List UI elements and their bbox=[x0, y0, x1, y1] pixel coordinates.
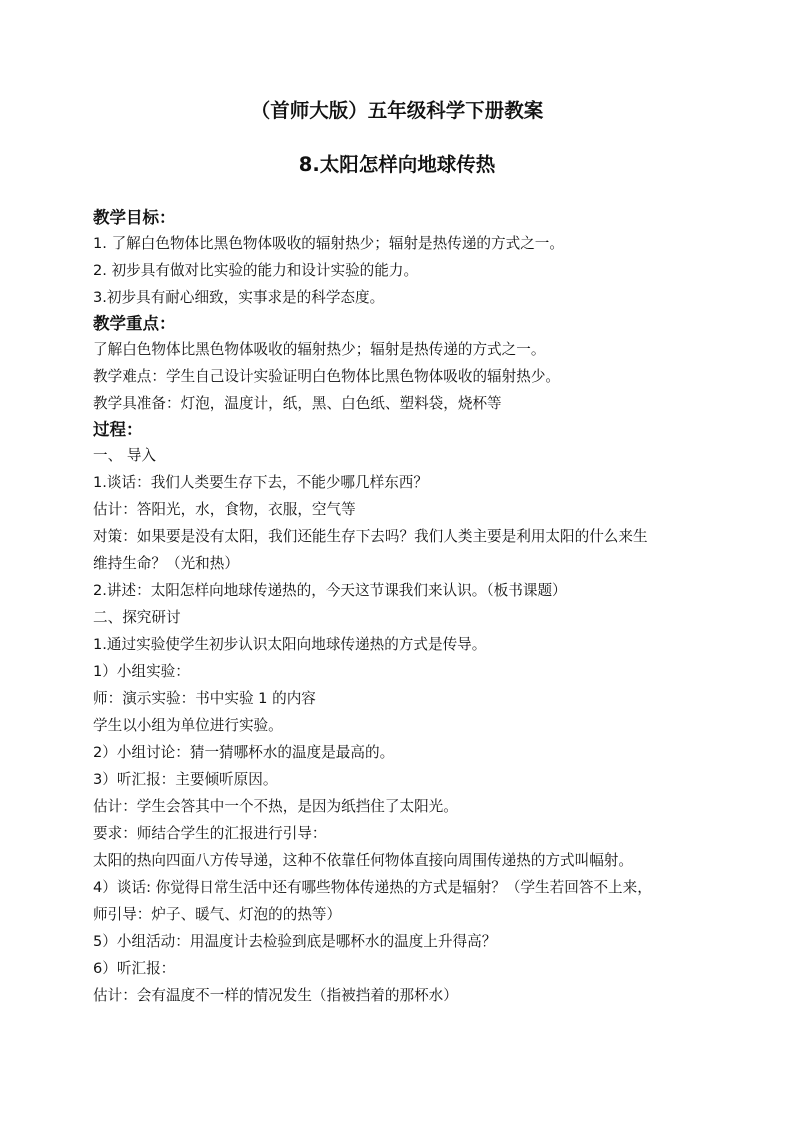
process-line: 1）小组实验： bbox=[93, 663, 190, 680]
process-line: 3）听汇报：主要倾听原因。 bbox=[93, 771, 278, 788]
goal-2: 2. 初步具有做对比实验的能力和设计实验的能力。 bbox=[93, 262, 419, 279]
process-line: 太阳的热向四面八方传导递，这种不依靠任何物体直接向周围传递热的方式叫幅射。 bbox=[93, 852, 633, 869]
process-line: 1.谈话：我们人类要生存下去，不能少哪几样东西？ bbox=[93, 474, 428, 491]
process-line: 5）小组活动：用温度计去检验到底是哪杯水的温度上升得高？ bbox=[93, 933, 497, 950]
process-line: 4）谈话: 你觉得日常生活中还有哪些物体传递热的方式是辐射？（学生若回答不上来， bbox=[93, 879, 652, 896]
difficulty-line: 教学难点：学生自己设计实验证明白色物体比黑色物体吸收的辐射热少。 bbox=[93, 368, 561, 385]
process-line: 2.讲述：太阳怎样向地球传递热的，今天这节课我们来认识。（板书课题） bbox=[93, 582, 567, 599]
process-line: 一、 导入 bbox=[93, 447, 157, 464]
key-point-1: 了解白色物体比黑色物体吸收的辐射热少；辐射是热传递的方式之一。 bbox=[93, 341, 546, 358]
goals-heading: 教学目标： bbox=[93, 208, 176, 227]
key-points-heading: 教学重点： bbox=[93, 314, 176, 333]
process-line: 要求：师结合学生的汇报进行引导： bbox=[93, 825, 327, 842]
process-line: 维持生命？（光和热） bbox=[93, 555, 239, 572]
process-line: 师：演示实验：书中实验 1 的内容 bbox=[93, 690, 316, 707]
process-line: 6）听汇报： bbox=[93, 960, 176, 977]
goal-1: 1. 了解白色物体比黑色物体吸收的辐射热少；辐射是热传递的方式之一。 bbox=[93, 235, 564, 252]
materials-line: 教学具准备：灯泡，温度计，纸，黑、白色纸、塑料袋，烧杯等 bbox=[93, 395, 502, 412]
process-heading: 过程： bbox=[93, 420, 143, 439]
lesson-title: 8.太阳怎样向地球传热 bbox=[298, 153, 496, 176]
process-line: 估计：答阳光，水，食物，衣服，空气等 bbox=[93, 501, 356, 518]
process-line: 估计：学生会答其中一个不热，是因为纸挡住了太阳光。 bbox=[93, 798, 458, 815]
process-line: 对策：如果要是没有太阳，我们还能生存下去吗？我们人类主要是利用太阳的什么来生 bbox=[93, 528, 648, 545]
process-line: 1.通过实验使学生初步认识太阳向地球传递热的方式是传导。 bbox=[93, 636, 487, 653]
document-title: （首师大版）五年级科学下册教案 bbox=[250, 99, 544, 122]
goal-3: 3.初步具有耐心细致，实事求是的科学态度。 bbox=[93, 289, 385, 306]
process-line: 估计：会有温度不一样的情况发生（指被挡着的那杯水） bbox=[93, 987, 458, 1004]
process-line: 二、探究研讨 bbox=[93, 609, 181, 626]
process-line: 师引导：炉子、暖气、灯泡的的热等） bbox=[93, 906, 342, 923]
process-line: 学生以小组为单位进行实验。 bbox=[93, 717, 283, 734]
process-line: 2）小组讨论：猜一猜哪杯水的温度是最高的。 bbox=[93, 744, 395, 761]
